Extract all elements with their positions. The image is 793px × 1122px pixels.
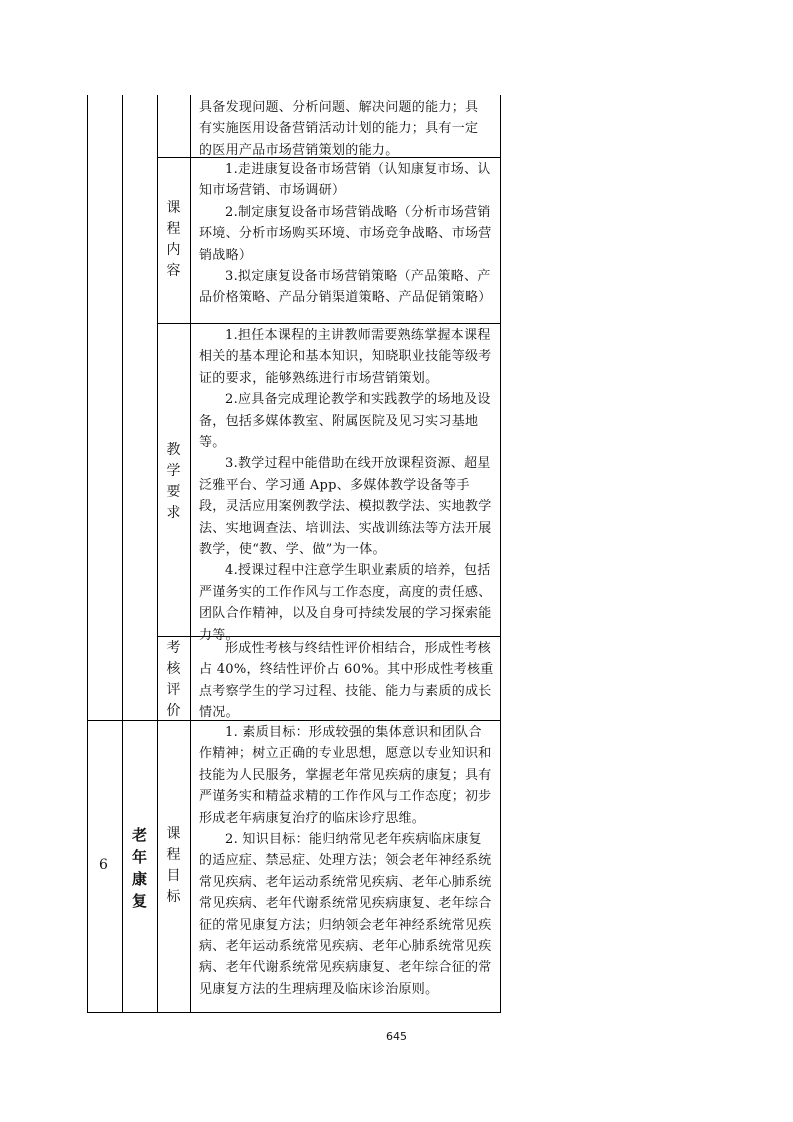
paragraph: 2. 知识目标：能归纳常见老年疾病临床康复的适应症、禁忌症、处理方法；领会老年神经系统常见疾病、老年运动系统常见疾病、老年心肺系统常见疾病、老年代谢系统常见疾病康复、老年综合征的常见康复方法；归纳领会老年神经系统常见疾病、老年运动系统常见疾病、老年心肺系统常见疾病、老年代谢系统常见疾病康复、老年综合征的常见康复方法的生理病理及临床诊治原则。 [199,832,492,997]
paragraph: 形成性考核与终结性评价相结合，形成性考核占 40%，终结性评价占 60%。其中形成性考核重点考察学生的学习过程、技能、能力与素质的成长情况。 [199,641,494,721]
course-objectives-text [199,722,495,1000]
row-number: 6 [99,857,108,873]
paragraph: 2.应具备完成理论教学和实践教学的场地及设备，包括多媒体教室、附属医院及见习实习基地等。 [199,392,491,451]
text-line: 的医用产品市场营销策划的能力。 [199,142,399,158]
table-bottom-border [87,1012,501,1013]
course-objectives-label: 课 程 目 标 [166,826,181,905]
text-line: 具备发现问题、分析问题、解决问题的能力；具 [199,100,479,115]
paragraph: 2.制定康复设备市场营销战略（分析市场营销环境、分析市场购买环境、市场竞争战略、市场营销战略） [199,204,492,263]
paragraph: 1.走进康复设备市场营销（认知康复市场、认知市场营销、市场调研） [199,162,491,199]
paragraph: 1.担任本课程的主讲教师需要熟练掌握本课程相关的基本理论和基本知识，知晓职业技能等级考证的要求，能够熟练进行市场营销策划。 [199,328,492,386]
course-content-text [199,159,495,309]
course-name: 老 年 康 复 [131,826,147,910]
paragraph: 1. 素质目标：形成较强的集体意识和团队合作精神；树立正确的专业思想，愿意以专业知识和技能为人民服务，掌握老年常见疾病的康复；具有严谨务实和精益求精的工作作风与工作态度；初步形成老年病康复治疗的临床诊疗思维。 [199,725,492,826]
text-line: 有实施医用设备营销活动计划的能力；具有一定 [199,121,479,137]
paragraph: 4.授课过程中注意学生职业素质的培养，包括严谨务实的工作作风与工作态度，高度的责任感、团队合作精神，以及自身可持续发展的学习探索能力等。 [199,563,492,643]
assessment-text [199,638,495,724]
row-divider-requirements [157,323,501,324]
assessment-label: 考 核 评 价 [166,640,181,719]
paragraph: 3.教学过程中能借助在线开放课程资源、超星泛雅平台、学习通 App、多媒体教学设备等手段，灵活应用案例教学法、模拟教学法、实地教学法、实地调查法、培训法、实战训练法等方法开展教学，使“教、学、做”为一体。 [199,456,492,558]
teaching-requirements-text [199,325,495,646]
teaching-requirements-label: 教 学 要 求 [166,442,181,521]
table-col-divider-3 [190,95,191,1013]
page-number: 645 [386,1030,407,1043]
ability-objectives-text [199,97,495,161]
table-right-border [500,95,501,1013]
table-left-border [87,95,88,1013]
course-content-label: 课 程 内 容 [166,200,181,279]
paragraph: 3.拟定康复设备市场营销策略（产品策略、产品价格策略、产品分销渠道策略、产品促销策略） [199,269,492,306]
